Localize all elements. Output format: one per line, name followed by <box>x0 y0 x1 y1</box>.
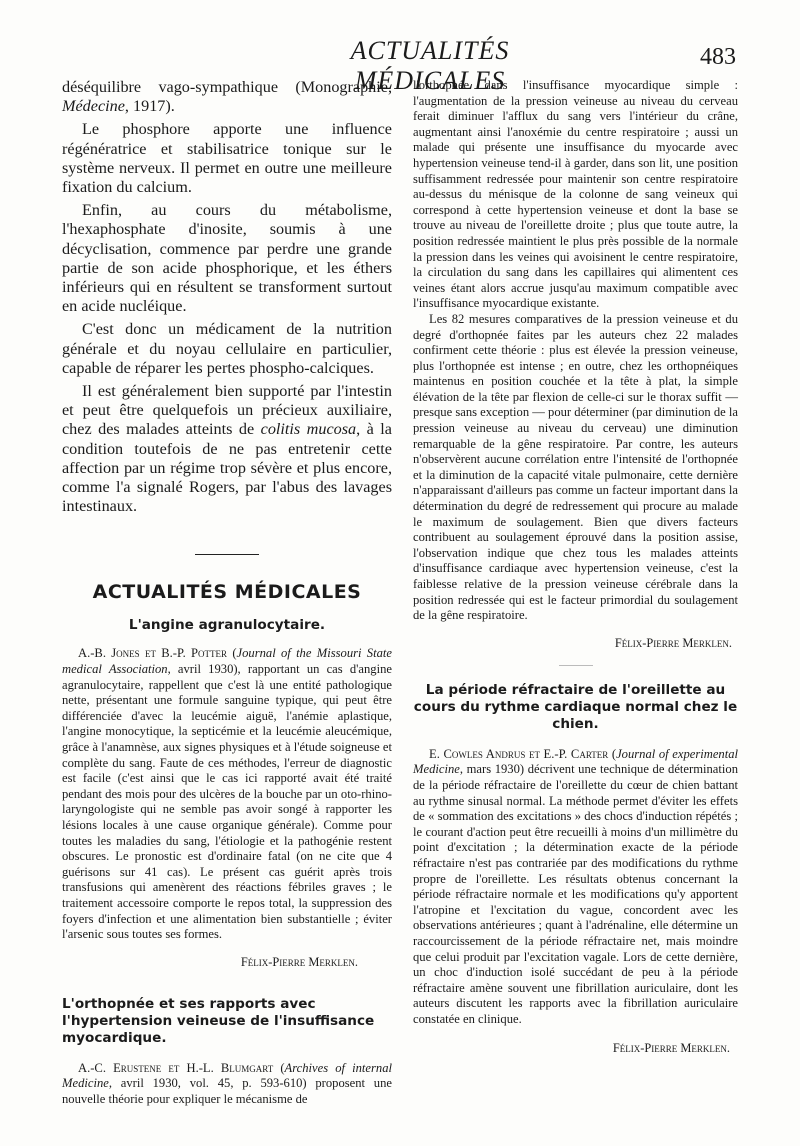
section-divider <box>195 554 259 555</box>
journal-name: Médecine <box>62 97 125 116</box>
journal-name: Archives of internal Medicine <box>62 1060 392 1091</box>
article-body <box>62 1061 392 1108</box>
paragraph: Enfin, au cours du métabolisme, l'hexaphosphate d'inosite, soumis à une décyclisation, commence par perdre une grande partie de son acide phosphorique, et les éthers inférieurs qui en résultent se transforment surtout en acide nucléique. <box>62 201 392 316</box>
journal-name: Journal of experimental Medicine <box>413 746 739 777</box>
section-heading: ACTUALITÉS MÉDICALES <box>92 581 362 604</box>
paragraph: déséquilibre vago-sympathique (Monographie, Médecine, 1917). <box>62 78 392 116</box>
article-authors: A.-B. Jones et B.-P. Potter <box>78 646 228 661</box>
journal-name: Journal of the Missouri State medical Association <box>62 646 392 677</box>
paragraph: l'orthopnée dans l'insuffisance myocardique simple : l'augmentation de la pression veineuse au niveau du cerveau ferait diminuer l'afflux du sang vers l'intérieur du crâne, augmentant ainsi l'anoxémie du centre respiratoire ; aussi un malade qui présente une insuffisance du myocarde avec hypertension veineuse tend-il à garder, dans son lit, une position suffisamment redressée pour maintenir son centre respiratoire au-dessus du ménisque de la colonne de sang veineux qui correspond à cette hypertension veineuse et dont la base se trouve au niveau de l'oreillette droite ; plus que toute autre, la position redressée maintient le plus près possible de la normale la pression dans les veines qui avoisinent le centre respiratoire, la circulation du sang dans les capillaires qui alimentent ces veines étant alors accrue jusqu'au maximum compatible avec l'insuffisance myocardique existante. <box>413 78 738 311</box>
article-authors: A.-C. Erustene et H.-L. Blumgart <box>78 1060 274 1075</box>
article-title: L'orthopnée et ses rapports avec l'hypertension veineuse de l'insuffisance myocardique. <box>62 995 375 1046</box>
running-header: ACTUALITÉS MÉDICALES <box>350 36 510 95</box>
article-signature: Félix-Pierre Merklen. <box>612 1041 730 1056</box>
paragraph: A.-B. Jones et B.-P. Potter (Journal of the Missouri State medical Association, avril 1930), rapportant un cas d'angine agranulocytaire, rappellent que c'est là une entité pathologique nette, présentant une formule sanguine typique, qui peut être différenciée d'avec la leucémie aiguë, l'anémie aplastique, l'angine monocytique, la septicémie et la leucémie aleucémique, grâce à l'anamnèse, aux signes physiques et à l'étude soigneuse et complète du sang. Faute de ces méthodes, l'erreur de diagnostic est facile (c'est ainsi que le cas ici rapporté avait été traité pendant des mois pour des ulcères de la bouche par un oto-rhino-laryngologiste qui ne semble pas avoir songé à rapporter les lésions locales à une cause organique générale). Comme pour toutes les maladies du sang, l'étiologie et la pathogénie restent obscures. Le pronostic est d'ordinaire fatal (on ne cite que 4 guérisons sur 41 cas). Le présent cas guérit après trois transfusions qui amenèrent des réactions fébriles graves ; le traitement accessoire comporte le repos total, la suppression des foyers d'infection et une alimentation bien substantielle ; éviter l'arsenic sous toutes ses formes. <box>62 646 392 942</box>
paragraph: E. Cowles Andrus et E.-P. Carter (Journal of experimental Medicine, mars 1930) décrivent une technique de détermination de la période réfractaire de l'oreillette du cœur de chien battant au rythme sinusal normal. La méthode permet d'éviter les effets de « sommation des excitations » des chocs d'induction répétés ; le courant d'action peut être recueilli à moins d'un millimètre du point d'excitation ; la détermination exacte de la période réfractaire n'est pas contrariée par des modifications du rythme propre de l'oreillette. Les résultats obtenus concernant la période réfractaire normale et les modifications qu'y apportent l'atropine et l'excitation du vague, concordent avec les observations antérieures ; quant à l'adrénaline, elle détermine un raccourcissement de la période réfractaire net, mais moindre que celui produit par l'excitation vagale. Lors de cette dernière, un choc d'induction isolé succédant de peu à la période réfractaire amène souvent une fibrillation auriculaire, dont les auteurs discutent les rapports avec la fibrillation auriculaire constatée en clinique. <box>413 746 739 1026</box>
article-body <box>62 646 392 942</box>
article-signature: Félix-Pierre Merklen. <box>240 954 358 969</box>
article-body <box>413 78 738 624</box>
left-column <box>62 78 392 1108</box>
right-column <box>413 78 738 1056</box>
article-title: La période réfractaire de l'oreillette au cours du rythme cardiaque normal chez le chien. <box>413 681 738 732</box>
article-title: L'angine agranulocytaire. <box>128 617 326 634</box>
paragraph: C'est donc un médicament de la nutrition générale et du noyau cellulaire en particulier, capable de réparer les pertes phospho-calciques. <box>62 320 392 377</box>
paragraph: A.-C. Erustene et H.-L. Blumgart (Archives of internal Medicine, avril 1930, vol. 45, p. 593-610) proposent une nouvelle théorie pour expliquer le mécanisme de <box>62 1060 392 1106</box>
continued-article <box>62 78 392 516</box>
paragraph: Le phosphore apporte une influence régénératrice et stabilisatrice tonique sur le système nerveux. Il permet en outre une meilleure fixation du calcium. <box>62 120 392 197</box>
article-divider <box>559 665 593 666</box>
article-signature: Félix-Pierre Merklen. <box>614 635 732 650</box>
article-authors: E. Cowles Andrus et E.-P. Carter <box>429 746 609 761</box>
article-body <box>413 747 738 1028</box>
page-number: 483 <box>700 44 736 70</box>
paragraph: Les 82 mesures comparatives de la pression veineuse et du degré d'orthopnée faites par les auteurs chez 22 malades confirment cette théorie : plus est élevée la pression veineuse, plus l'orthopnée est intense ; en outre, chez les orthopnéiques maintenus en position couchée et la tête à plat, la simple élévation de la tête par flexion de celle-ci sur le thorax suffit — presque sans exception — pour déterminer (par diminution de la pression veineuse au niveau du cerveau) une diminution remarquable de la gêne respiratoire. Par contre, les auteurs n'observèrent aucune corrélation entre l'intensité de l'orthopnée et la diminution de la capacité vitale pulmonaire, cette dernière n'apparaissant d'ailleurs pas comme un facteur important dans la détermination du degré de redressement qui procure au malade le maximum de soulagement. Bien que divers facteurs contribuent au soulagement éprouvé dans la position assise, l'observation indique que chez tous les malades atteints d'insuffisance cardiaque avec hypertension veineuse, c'est la faiblesse relative de la pression veineuse cérébrale dans la position redressée qui est le facteur primordial du soulagement de la gêne respiratoire. <box>413 311 738 623</box>
medical-term: colitis mucosa <box>260 420 357 439</box>
paragraph: Il est généralement bien supporté par l'intestin et peut être quelquefois un précieux auxiliaire, chez des malades atteints de colitis mucosa, à la condition toutefois de ne pas entretenir cette affection par un régime trop sévère et plus encore, comme l'a signalé Rogers, par l'abus des lavages intestinaux. <box>62 382 392 516</box>
